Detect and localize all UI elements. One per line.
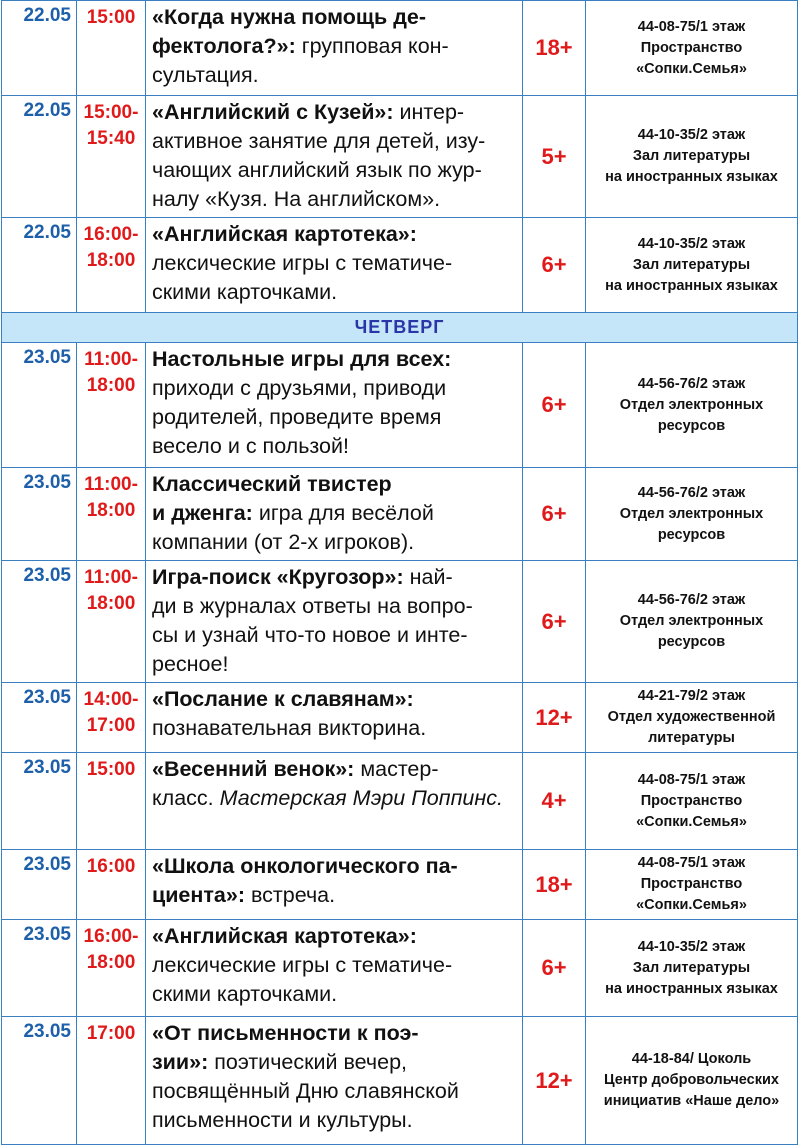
event-location: 44-08-75/1 этаж Пространство «Сопки.Семья» <box>586 850 798 920</box>
event-date: 22.05 <box>2 1 77 96</box>
event-date: 23.05 <box>2 850 77 920</box>
event-time: 15:00- 15:40 <box>77 96 146 218</box>
event-description: «Школа онкологического па- циента»: встреча. <box>146 850 523 920</box>
age-rating: 6+ <box>523 218 586 313</box>
event-description: «Весенний венок»: мастер- класс. Мастерская Мэри Поппинс. <box>146 753 523 850</box>
event-location: 44-10-35/2 этаж Зал литературы на иностранных языках <box>586 96 798 218</box>
event-date: 23.05 <box>2 561 77 683</box>
age-rating: 4+ <box>523 753 586 850</box>
event-time: 16:00 <box>77 850 146 920</box>
event-date: 23.05 <box>2 920 77 1017</box>
age-rating: 5+ <box>523 96 586 218</box>
event-time: 11:00- 18:00 <box>77 343 146 468</box>
event-description: «Английский с Кузей»: интер- активное занятие для детей, изу- чающих английский язык по жур- налу «Кузя. На английском». <box>146 96 523 218</box>
age-rating: 6+ <box>523 468 586 561</box>
day-header-row <box>2 313 798 343</box>
table-row <box>2 343 798 468</box>
table-row <box>2 218 798 313</box>
table-row <box>2 561 798 683</box>
event-time: 16:00- 18:00 <box>77 920 146 1017</box>
event-time: 17:00 <box>77 1017 146 1145</box>
event-location: 44-56-76/2 этаж Отдел электронных ресурсов <box>586 561 798 683</box>
event-description: Настольные игры для всех: приходи с друзьями, приводи родителей, проведите время весело и с пользой! <box>146 343 523 468</box>
event-date: 22.05 <box>2 218 77 313</box>
event-description: «Английская картотека»: лексические игры с тематиче- скими карточками. <box>146 920 523 1017</box>
event-time: 15:00 <box>77 753 146 850</box>
age-rating: 12+ <box>523 1017 586 1145</box>
event-time: 16:00- 18:00 <box>77 218 146 313</box>
schedule-table <box>1 0 798 1145</box>
event-time: 11:00- 18:00 <box>77 468 146 561</box>
event-location: 44-56-76/2 этаж Отдел электронных ресурсов <box>586 343 798 468</box>
event-location: 44-18-84/ Цоколь Центр добровольческих инициатив «Наше дело» <box>586 1017 798 1145</box>
age-rating: 18+ <box>523 1 586 96</box>
age-rating: 12+ <box>523 683 586 753</box>
event-description: Классический твистер и дженга: игра для весёлой компании (от 2-х игроков). <box>146 468 523 561</box>
table-row <box>2 468 798 561</box>
table-row <box>2 1 798 96</box>
event-date: 23.05 <box>2 468 77 561</box>
workshop-name: Мастерская Мэри Поппинс. <box>219 786 503 810</box>
event-date: 23.05 <box>2 1017 77 1145</box>
event-location: 44-56-76/2 этаж Отдел электронных ресурсов <box>586 468 798 561</box>
event-description: «Послание к славянам»: познавательная викторина. <box>146 683 523 753</box>
age-rating: 6+ <box>523 920 586 1017</box>
event-description: «Английская картотека»: лексические игры с тематиче- скими карточками. <box>146 218 523 313</box>
event-description: Игра-поиск «Кругозор»: най- ди в журналах ответы на вопро- сы и узнай что-то новое и инте- ресное! <box>146 561 523 683</box>
event-location: 44-08-75/1 этаж Пространство «Сопки.Семья» <box>586 1 798 96</box>
event-time: 11:00- 18:00 <box>77 561 146 683</box>
event-date: 23.05 <box>2 343 77 468</box>
table-row <box>2 753 798 850</box>
event-location: 44-08-75/1 этаж Пространство «Сопки.Семья» <box>586 753 798 850</box>
event-location: 44-21-79/2 этаж Отдел художественной литературы <box>586 683 798 753</box>
event-description: «От письменности к поэ- зии»: поэтический вечер, посвящённый Дню славянской письменности и культуры. <box>146 1017 523 1145</box>
age-rating: 6+ <box>523 343 586 468</box>
day-header: ЧЕТВЕРГ <box>2 313 798 343</box>
event-location: 44-10-35/2 этаж Зал литературы на иностранных языках <box>586 218 798 313</box>
event-location: 44-10-35/2 этаж Зал литературы на иностранных языках <box>586 920 798 1017</box>
event-time: 14:00- 17:00 <box>77 683 146 753</box>
table-row <box>2 850 798 920</box>
event-description: «Когда нужна помощь де- фектолога?»: групповая кон- сультация. <box>146 1 523 96</box>
table-row <box>2 96 798 218</box>
age-rating: 6+ <box>523 561 586 683</box>
event-time: 15:00 <box>77 1 146 96</box>
event-date: 23.05 <box>2 753 77 850</box>
age-rating: 18+ <box>523 850 586 920</box>
event-date: 22.05 <box>2 96 77 218</box>
table-row <box>2 920 798 1017</box>
table-row <box>2 1017 798 1145</box>
event-date: 23.05 <box>2 683 77 753</box>
table-row <box>2 683 798 753</box>
